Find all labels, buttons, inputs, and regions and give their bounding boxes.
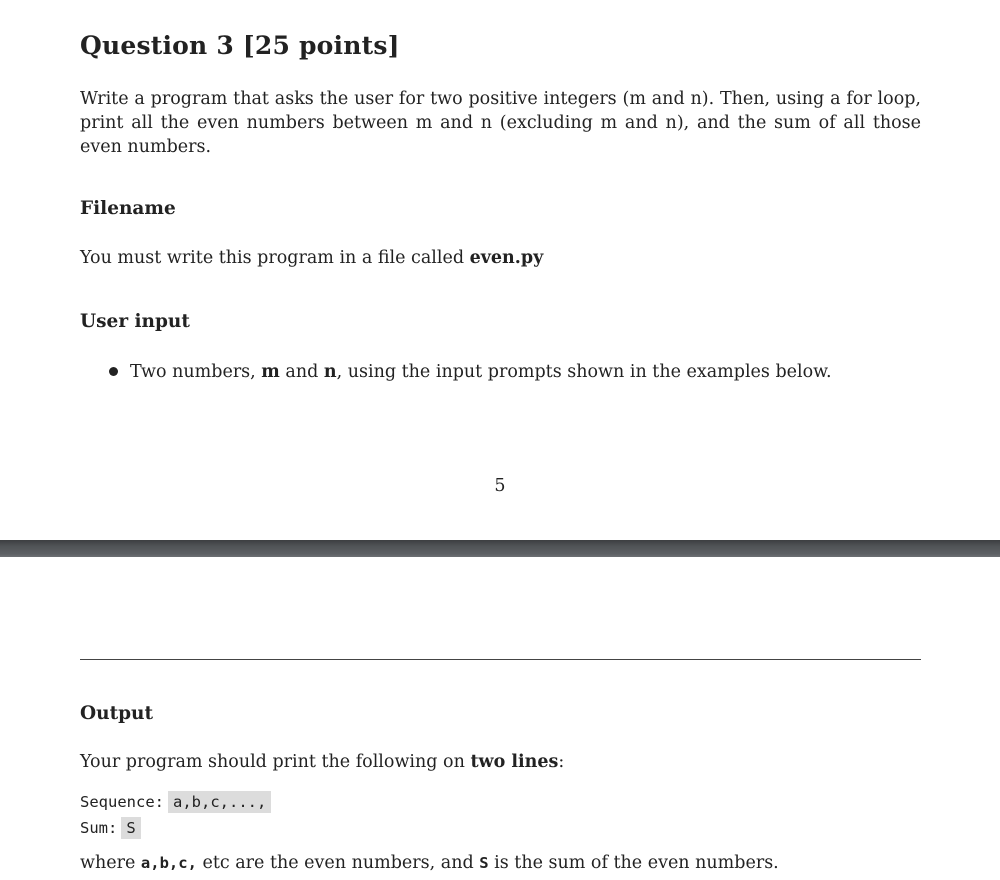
output-heading: Output — [80, 703, 154, 724]
bullet-text-and: and — [279, 362, 324, 382]
where-code-abc: a,b,c, — [140, 854, 197, 872]
page-number: 5 — [494, 476, 506, 496]
output-desc-before: Your program should print the following on — [80, 752, 471, 772]
sequence-label: Sequence: — [80, 793, 164, 811]
filename-heading: Filename — [80, 198, 176, 219]
question-description: Write a program that asks the user for two positive integers (m and n). Then, using a for loop, print all the even numbers between m and n (excluding m and n), and the sum of all those even numbers. — [80, 89, 921, 157]
output-explanation — [80, 851, 921, 875]
output-description — [80, 750, 921, 774]
horizontal-rule — [80, 659, 921, 660]
bullet-var-n: n — [323, 362, 337, 382]
user-input-list — [106, 360, 832, 384]
filename-instruction — [80, 246, 921, 270]
sequence-output-line — [80, 791, 271, 813]
output-desc-bold: two lines — [470, 752, 559, 772]
where-code-s: S — [479, 854, 489, 872]
document-page-6 — [0, 557, 1000, 880]
bullet-text-after: , using the input prompts shown in the examples below. — [336, 362, 832, 382]
page-separator — [0, 540, 1000, 557]
list-item — [106, 360, 832, 384]
sum-output-line — [80, 817, 141, 839]
user-input-heading: User input — [80, 311, 190, 332]
where-text-2: etc are the even numbers, and — [196, 853, 480, 873]
sum-label: Sum: — [80, 819, 118, 837]
bullet-icon — [109, 367, 118, 376]
where-text-3: is the sum of the even numbers. — [488, 853, 779, 873]
where-text-1: where — [80, 853, 141, 873]
sequence-value: a,b,c,..., — [168, 791, 271, 813]
filename-instruction-text: You must write this program in a file called — [80, 248, 470, 268]
bullet-var-m: m — [261, 362, 280, 382]
bullet-text-before: Two numbers, — [130, 362, 262, 382]
output-desc-after: : — [558, 752, 565, 772]
question-title: Question 3 [25 points] — [80, 31, 400, 60]
filename-value: even.py — [469, 248, 544, 268]
sum-value: S — [121, 817, 140, 839]
